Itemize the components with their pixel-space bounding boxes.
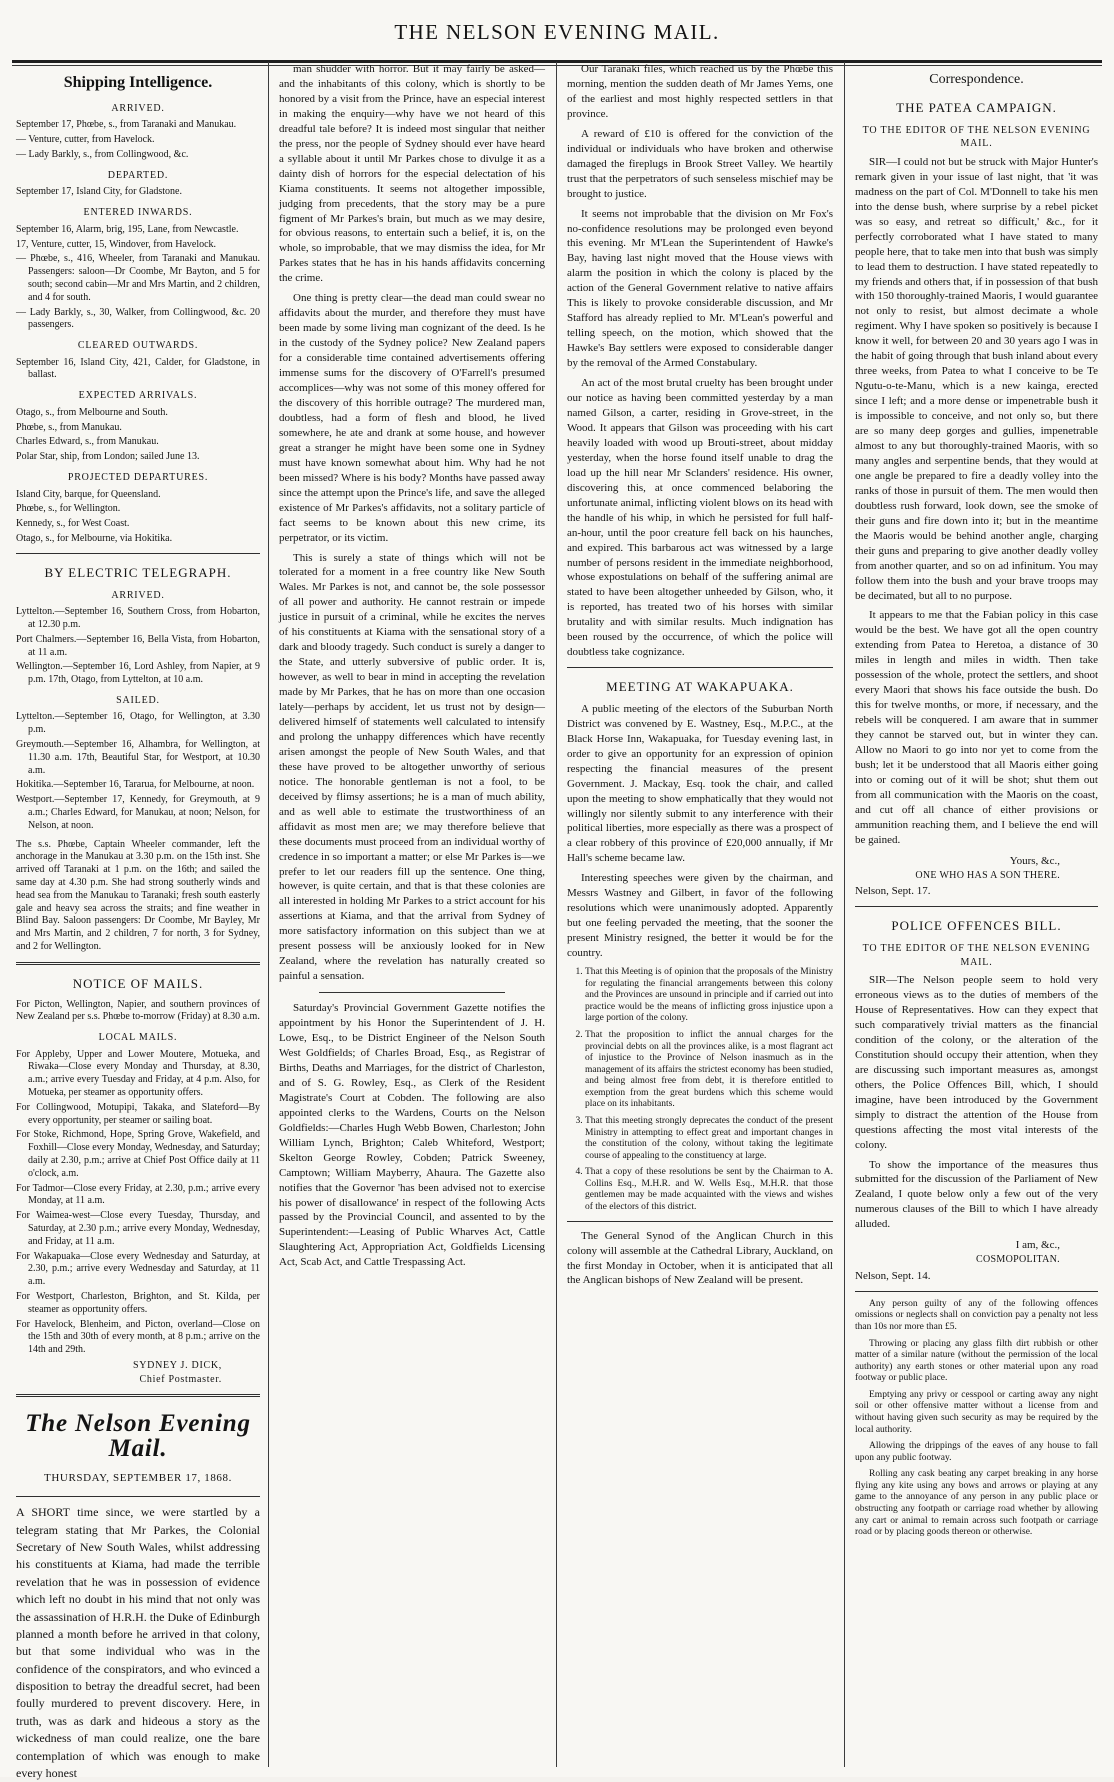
- police-offences-title: POLICE OFFENCES BILL.: [891, 918, 1062, 934]
- editorial-paragraph: This is surely a state of things which will not be tolerated for a moment in a free country like New South Wales. Mr Parkes is not, and cannot be, the sole possessor of all power and authority. He cannot restrain or impede justice in pursuit of a criminal, while he excites the nerves of his constituents at Kiama with the sensational story of a dark and bloody tragedy. Such conduct is surely a danger to the State, and utterly subversive of public order. It is, however, as well to bear in mind in accepting the revelation made by Mr Parkes, that he has on more than one occasion lately—perhaps by accident, let us trust not by design—delivered himself of statements well calculated to intensify and prolong the unhappy differences which have recently arisen amongst the people of New South Wales, and that these have proved to be altogether unworthy of serious notice. The honorable gentleman is not a fool, to be deceived by flimsy assertions; he is a man of much ability, and as well able to estimate the trustworthiness of an affidavit as most men are; we may therefore believe that these documents must proceed from an individual worthy of credence in so important a matter; or else Mr Parkes is—we prefer to let our readers fill up the sentence. One thing, however, is quite certain, and that is that these colonies are all interested in holding Mr Parkes to a strict account for his assertions at Kiama, and that the arrival from Sydney of more satisfactory information on this subject than we at present possess will be anxiously looked for in New Zealand, where the revelation has naturally created so painful a sensation.: [279, 551, 545, 983]
- electric-sailed-item: Westport.—September 17, Kennedy, for Greymouth, at 9 a.m.; Charles Edward, for Manukau, at noon; Nelson, for Nelson, at noon.: [16, 794, 260, 831]
- arrived-item: — Lady Barkly, s., from Collingwood, &c.: [16, 148, 189, 160]
- paper-title: The Nelson Evening Mail.: [25, 1410, 251, 1463]
- news-paragraph: An act of the most brutal cruelty has been brought under our notice as having been committed yesterday by a man named Gilson, a carter, residing in Grove-street, in the Wood. It appears that Gilson was proceeding with his cart heavily loaded with wood up Brouti-street, about midday yesterday, when the horse found itself unable to drag the load up the hill near Mr Sclanders' residence. His owner, discovering this, at once commenced belaboring the unfortunate animal, inflicting violent blows on its head with the handle of his whip, in which he persisted for full half-an-hour, until the poor creature fell back on his haunches, and expired. This barbarous act was witnessed by a large number of persons resident in the immediate neighborhood, whose expostulations on behalf of the suffering animal are stated to have been altogether unheeded by Gilson, who, it is reported, has treated two of his horses with similar brutality and with similar results. Much indignation has been roused by the occurrence, of which the police will doubtless take cognizance.: [567, 377, 833, 659]
- steamer-paragraph: The s.s. Phœbe, Captain Wheeler commander, left the anchorage in the Manukau at 3.30 p.m. on the 15th inst. She arrived off Taranaki at 1 p.m. on the 16th; and sailed the same day at 4.30 p.m. She had strong southerly winds and head sea from the Manukau to Taranaki; fresh south easterly gale and heavy sea across the straits; and fine weather in Blind Bay. Saloon passengers: Dr Coombe, Mr Bayley, Mr and Mrs Martin, and 2 children, 7 for north, 3 for Sydney, and 2 for Wellington.: [16, 838, 260, 953]
- arrived-item: September 17, Phœbe, s., from Taranaki and Manukau.: [16, 119, 237, 131]
- synod-paragraph: The General Synod of the Anglican Church in this colony will assemble at the Cathedral Library, Auckland, on the first Monday in October, when it is anticipated that all the Anglican bishops of New Zealand will be present.: [567, 1229, 833, 1287]
- lead-divider: [16, 1496, 260, 1497]
- electric-arrived-item: Port Chalmers.—September 16, Bella Vista, from Hobarton, at 11 a.m.: [16, 633, 260, 658]
- police-place-date: Nelson, Sept. 14.: [855, 1269, 931, 1282]
- news-paragraph: A reward of £10 is offered for the conviction of the individual or individuals who have broken and otherwise damaged the fireplugs in Brook Street Valley. We heartily trust that the perpetrators of such senseless mischief may be brought to justice.: [567, 127, 833, 200]
- electric-arrived-item: Lyttelton.—September 16, Southern Cross, from Hobarton, at 12.30 p.m.: [16, 606, 260, 630]
- entered-item: 17, Venture, cutter, 15, Windover, from Havelock.: [16, 238, 217, 250]
- resolution-item: 3. That this meeting strongly deprecates the conduct of the present Ministry in attempting to effect great and important changes in the constitution of the colony, without taking the legitimate course of appealing to the constituency at large.: [585, 1116, 833, 1162]
- electric-sailed-item: Lyttelton.—September 16, Otago, for Wellington, at 3.30 p.m.: [16, 711, 260, 736]
- news-paragraph: Our Taranaki files, which reached us by the Phœbe this morning, mention the sudden death of Mr James Yems, one of the earliest and most highly respected settlers in that province.: [567, 63, 833, 120]
- resolution-item: 4. That a copy of these resolutions be sent by the Chairman to A. Collins Esq., M.H.R. and W. Wells Esq., M.H.R. that those gentlemen may be made acquainted with the views and wishes of the electors of this district.: [585, 1167, 833, 1213]
- expected-item: Otago, s., from Melbourne and South.: [16, 406, 168, 418]
- patea-paragraph: It appears to me that the Fabian policy in this case would be the best. We have got all the open country extending from Patea to Heretoa, a distance of 30 miles in length and miles in width. Then take possession of the whole, protect the settlers, and shoot every Maori that shows his face outside the bush. Do this for twelve months, or more, if necessary, and the rebels will be conquered. I am aware that in summer they cannot be starved out, but in winter they can. Allow no Maori to go into nor yet to come from the bush; let it be understood that all Maoris either going into or coming out of it will be shot; shut them out from all communication with the Maoris on the coast, and cut off all chance of either provisions or ammunition reaching them, and I believe the end will be gained.: [855, 609, 1098, 846]
- arrived-item: — Venture, cutter, from Havelock.: [16, 134, 155, 146]
- projected-list: [16, 489, 260, 546]
- postmaster-title: Chief Postmaster.: [139, 1373, 222, 1385]
- cleared-outwards-label: CLEARED OUTWARDS.: [77, 340, 199, 352]
- local-mail-item: For Havelock, Blenheim, and Picton, overland—Close on the 15th and 30th of every month, at 8 p.m.; arrive on the 14th and 29th.: [16, 1318, 260, 1356]
- column-divider-3: [844, 62, 845, 1767]
- entered-item: — Lady Barkly, s., 30, Walker, from Collingwood, &c. 20 passengers.: [16, 306, 260, 331]
- expected-item: Charles Edward, s., from Manukau.: [16, 436, 159, 448]
- arrived-list: [16, 119, 260, 161]
- local-mails-list: [16, 1049, 260, 1357]
- patea-place-date: Nelson, Sept. 17.: [855, 885, 931, 898]
- meeting-paragraph: A public meeting of the electors of the Suburban North District was convened by E. Wastney, Esq., M.P.C., at the Black Horse Inn, Wakapuaka, for Tuesday evening last, in order to give an opportunity for an expression of opinion respecting the financial measures of the present Government. J. Mackay, Esq. took the chair, and called upon the meeting to show emphatically that they would not willingly nor silently submit to any interference with their political liberties, more especially as there was a prospect of a clear robbery of this province of £20,000 annually, if Mr Hall's scheme became law.: [567, 702, 833, 865]
- paper-date: THURSDAY, SEPTEMBER 17, 1868.: [44, 1472, 232, 1485]
- patea-campaign-to-editor: TO THE EDITOR OF THE NELSON EVENING MAIL.: [862, 124, 1091, 150]
- projected-item: Phœbe, s., for Wellington.: [16, 503, 121, 515]
- clauses-divider: [855, 1291, 1098, 1292]
- local-mail-item: For Waimea-west—Close every Tuesday, Thursday, and Saturday, at 2.30 p.m.; arrive every Monday, Wednesday, and Friday, at 11 a.m.: [16, 1210, 260, 1247]
- local-mail-item: For Tadmor—Close every Friday, at 2.30, p.m.; arrive every Monday, at 11 a.m.: [16, 1182, 260, 1207]
- police-to-editor: TO THE EDITOR OF THE NELSON EVENING MAIL.: [862, 942, 1091, 968]
- patea-campaign-title: THE PATEA CAMPAIGN.: [896, 100, 1057, 116]
- meeting-divider: [567, 667, 833, 668]
- paper-title-divider: [16, 1394, 260, 1397]
- patea-signoff: Yours, &c.,: [1009, 854, 1060, 867]
- electric-sailed-list: [16, 711, 260, 832]
- projected-item: Kennedy, s., for West Coast.: [16, 518, 130, 530]
- notice-of-mails-title: NOTICE OF MAILS.: [72, 975, 204, 991]
- local-mail-item: For Westport, Charleston, Brighton, and St. Kilda, per steamer as opportunity offers.: [16, 1291, 260, 1315]
- masthead-title: THE NELSON EVENING MAIL.: [394, 20, 720, 44]
- left-column: [16, 62, 260, 1781]
- gazette-divider: [319, 992, 505, 993]
- electric-telegraph-label: BY ELECTRIC TELEGRAPH.: [44, 564, 232, 580]
- projected-item: Otago, s., for Melbourne, via Hokitika.: [16, 533, 173, 545]
- patea-paragraph: SIR—I could not but be struck with Major Hunter's remark given in your issue of last night, that 'it was madness on the part of Col. M'Donnell to take his men into the dense bush, where surprise by a rebel picket was so easy, and retreat so difficult,' &c., for it perfectly corroborated what I have stated to many people here, that to take men into that bush was simply to lead them to destruction. I have stated repeatedly to my friends and others that, if in possession of that bush with 150 thoroughly-trained Maoris, I would guarantee not only to resist, but almost decimate a whole regiment. Why I have spoken so positively is because I know it well, for between 20 and 30 years ago I was in the habit of going through that bush inland about every three weeks, from Patea to what I conceive to be Te Ngutu-o-te-Manu, which is a new kainga, erected since I left; and a more dense or impenetrable bush it is impossible to conceive, and not only so, but there are so many deep gorges and gullies, impenetrable almost to any but thoroughly-trained Maoris, with so many angles and serpentine bends, that they would at one angle be prepared to fire a deadly volley into the ranks of those in pursuit of them. The men would then doubtless rush forward, look down, see the smoke of their guns and fire down into it; but in the meantime the Maoris would be behind another angle, charging their guns and preparing to give another deadly volley from another quarter, and so on ad infinitum. You may follow them into the bush and your brave troops may be decimated, but all to no purpose.: [855, 155, 1098, 602]
- police-divider: [855, 906, 1098, 907]
- electric-arrived-list: [16, 606, 260, 687]
- correspondence-title: Correspondence.: [929, 72, 1024, 87]
- electric-sailed-item: Greymouth.—September 16, Alhambra, for Wellington, at 11.30 a.m. 17th, Beautiful Star, for Westport, at 10.30 a.m.: [16, 739, 260, 776]
- entered-item: September 16, Alarm, brig, 195, Lane, from Newcastle.: [16, 223, 239, 235]
- police-clause: Emptying any privy or cesspool or carting away any night soil or other offensive matter without a license from and without having given such security as may be required by the local authority.: [855, 1389, 1098, 1435]
- arrived-label: ARRIVED.: [111, 102, 165, 114]
- departed-label: DEPARTED.: [107, 169, 169, 181]
- postmaster-name: SYDNEY J. DICK,: [132, 1360, 222, 1372]
- masthead: [12, 10, 1102, 68]
- cleared-list: [16, 357, 260, 383]
- police-clause: Allowing the drippings of the eaves of any house to fall upon any public footway.: [855, 1441, 1098, 1463]
- entered-list: [16, 224, 260, 332]
- electric-arrived-item: Wellington.—September 16, Lord Ashley, from Napier, at 9 p.m. 17th, Otago, from Lyttelton, at 10 a.m.: [16, 661, 260, 686]
- electric-sailed-item: Hokitika.—September 16, Tararua, for Melbourne, at noon.: [16, 779, 255, 791]
- column-2: [279, 62, 545, 1767]
- news-paragraph: It seems not improbable that the division on Mr Fox's no-confidence resolutions may be prolonged even beyond this evening. Mr M'Lean the Superintendent of Hawke's Bay, having last night moved that the House views with alarm the position in which the colony is placed by the action of the General Government relative to native affairs This is likely to provoke considerable discussion, and Mr Stafford has already replied to Mr. M'Lean's powerful and telling speech, on the motion, which showed that the Hawke's Bay settlers were exposed to considerable danger by the removal of the Armed Constabulary.: [567, 207, 833, 370]
- column-3: [567, 62, 833, 1767]
- lead-paragraph: A SHORT time since, we were startled by a telegram stating that Mr Parkes, the Colonial Secretary of New South Wales, whilst addressing his constituents at Kiama, had made the terrible revelation that he was in possession of evidence which left no doubt in his mind that not only was the assassination of H.R.H. the Duke of Edinburgh planned a month before he arrived in that colony, but that some individual who was in the confidence of the conspirators, and who evinced a disposition to betray the dreadful secret, had been foully murdered to prevent discovery. Here, in truth, was as dark and hideous a story as the wickedness of man could realize, one the bare contemplation of which was enough to make every honest: [16, 1505, 260, 1781]
- police-paragraph: SIR—The Nelson people seem to hold very erroneous views as to the duties of members of the House of Representatives. How can they expect that such comparatively trivial matters as the financial condition of the colony, or the alteration of the Constitution should occupy their attention, when they are discussing such important measures as, amongst others, the Police Offences Bill, which, I should imagine, have been introduced by the Government simply to distract the attention of the House from questions affecting the most vital interests of the colony.: [855, 974, 1098, 1151]
- local-mail-item: For Collingwood, Motupipi, Takaka, and Slateford—By every opportunity, per steamer or sailing boat.: [16, 1101, 260, 1126]
- entered-inwards-label: ENTERED INWARDS.: [83, 207, 193, 219]
- gazette-paragraph: Saturday's Provincial Government Gazette notifies the appointment by his Honor the Superintendent of J. H. Lowe, Esq., to be District Engineer of the Nelson South West Goldfields; of Charles Broad, Esq., as Registrar of Births, Deaths and Marriages, for the district of Charleston, and of S. G. Rowley, Esq., as Clerk of the Resident Magistrate's Court at Cobden. The following are also appointed clerks to the Wardens, Courts on the Nelson Goldfields:—Charles Hugh Webb Bowen, Charleston; John William Lynch, Brighton; Caleb Whiteford, Westport; Skelton George Rowley, Cobden; Patrick Sweeney, Camptown; William Mayberry, Ahaura. The Gazette also notifies that the Governor 'has been advised not to exercise his power of disallowance' in respect of the following Acts passed by the Provincial Council, and assented to by the Superintendent:—Leasing of Public Wharves Act, Cattle Slaughtering Act, Appropriation Act, Goldfields Licensing Act, Scab Act, and Cattle Trespassing Act.: [279, 1002, 545, 1269]
- column-divider-1: [268, 62, 269, 1767]
- local-mails-label: LOCAL MAILS.: [98, 1032, 178, 1044]
- resolution-item: 1. That this Meeting is of opinion that the proposals of the Ministry for regulating the financial arrangements between this colony and the Provinces are unsound in principle and if carried out into practice would be the means of inflicting gross injustice upon a large portion of the colony.: [585, 967, 833, 1025]
- police-clauses: [855, 1299, 1098, 1539]
- expected-list: [16, 407, 260, 464]
- shipping-title: Shipping Intelligence.: [63, 74, 213, 91]
- meeting-title: MEETING AT WAKAPUAKA.: [606, 679, 794, 695]
- police-clause: Rolling any cask beating any carpet breaking in any horse flying any kite using any bows and arrows or playing at any game to the annoyance of any person in any public place or obstructing any footpath or carriage road whether by allowing any cart or animal to remain across such footpath or carriage road or by placing goods thereon or otherwise.: [855, 1469, 1098, 1538]
- departed-list: [16, 186, 260, 199]
- entered-item: — Phœbe, s., 416, Wheeler, from Taranaki and Manukau. Passengers: saloon—Dr Coombe, Mr Bayton, and 5 for south; second cabin—Mr and Mrs Martin, and 2 children, and 4 for south.: [16, 253, 260, 303]
- resolution-item: 2. That the proposition to inflict the annual charges for the provincial debts on all the provinces alike, is a most flagrant act of injustice to the Province of Nelson inasmuch as in the management of its affairs the strictest economy has been studied, and being almost free from debt, it is therefore entitled to exemption from the great burdens which this scheme would place on its inhabitants.: [585, 1030, 833, 1111]
- resolutions-list: [567, 967, 833, 1214]
- expected-item: Polar Star, ship, from London; sailed June 13.: [16, 451, 200, 463]
- police-paragraph: To show the importance of the measures thus submitted for the discussion of the Parliament of New Zealand, I quote below only a few out of the very numerous clauses of the Bill to which I have already alluded.: [855, 1158, 1098, 1231]
- electric-arrived-label: ARRIVED.: [111, 589, 165, 601]
- electric-sailed-label: SAILED.: [116, 694, 160, 706]
- right-column: [855, 62, 1098, 1767]
- projected-item: Island City, barque, for Queensland.: [16, 488, 161, 500]
- police-signature: COSMOPOLITAN.: [976, 1254, 1060, 1266]
- column-divider-2: [556, 62, 557, 1767]
- shipping-divider: [16, 553, 260, 554]
- departed-item: September 17, Island City, for Gladstone.: [16, 186, 182, 198]
- police-signoff: I am, &c.,: [1015, 1239, 1060, 1252]
- police-clause: Any person guilty of any of the following offences omissions or neglects shall on conviction pay a penalty not less than 10s nor more than £5.: [855, 1298, 1098, 1332]
- local-mail-item: For Appleby, Upper and Lower Moutere, Motueka, and Riwaka—Close every Monday and Thursday, at 8.30, a.m.; arrive every Tuesday and Friday, at 4 p.m. Also, for Motueka, per steamer as opportunity offers.: [16, 1048, 260, 1099]
- notice-intro: For Picton, Wellington, Napier, and southern provinces of New Zealand per s.s. Phœbe to-morrow (Friday) at 8.30 a.m.: [16, 998, 260, 1023]
- expected-arrivals-label: EXPECTED ARRIVALS.: [78, 390, 198, 402]
- local-mail-item: For Stoke, Richmond, Hope, Spring Grove, Wakefield, and Foxhill—Close every Monday, Wednesday, and Saturday; daily at 2.30, p.m.; arrive at Chief Post Office daily at 11 o'clock, a.m.: [16, 1129, 260, 1179]
- editorial-paragraph: man shudder with horror. But it may fairly be asked—and the inhabitants of this colony, which is shortly to be honored by a visit from the Prince, have an especial interest in making the enquiry—why have we not heard of this dreadful tale before? It is indeed most singular that neither the press, nor the people of Sydney should ever have heard a syllable about it until Mr Parkes chose to divulge it as a dainty dish of horrors for the especial delectation of his Kiama constituents. It seems not altogether impossible, judging from precedents, that the story may be a pure figment of Mr Parkes's brain, but much as we may desire, for obvious reasons, to entertain such a belief, it is, on the whole, so improbable, that we may dismiss the idea, for Mr Parkes states that he has in his hands affidavits concerning the crime.: [279, 63, 545, 285]
- meeting-paragraph: Interesting speeches were given by the chairman, and Messrs Wastney and Gilbert, in favor of the following resolutions which were unanimously adopted. Apparently but one feeling pervaded the meeting, that the sooner the present Ministry resigned, the better it would be for the country.: [567, 872, 833, 960]
- projected-departures-label: PROJECTED DEPARTURES.: [67, 472, 209, 484]
- editorial-paragraph: One thing is pretty clear—the dead man could swear no affidavits about the murder, and therefore they must have been made by some living man cognizant of the deed. Is he in the custody of the Sydney police? New Zealand papers for a considerable time contained advertisements offering immense sums for the discovery of O'Farrell's presumed accomplices—why was not some of this money offered for the discovery of this horrible outrage? The murdered man, doubtless, had a form of flesh and blood, he lived somewhere, he ate and drank at some house, and however great a stranger he might have been some one in Sydney must have known somewhat about him. Why had he not been missed? Where is his body? Months have passed away since the attempt upon the Prince's life, and save the alleged existence of Mr Parkes's affidavits, not a solitary particle of fact seems to be known about this new crime, its perpetrator, or its victim.: [279, 292, 545, 544]
- police-clause: Throwing or placing any glass filth dirt rubbish or other matter of a similar nature (without the permission of the local authority) any earth stones or other material upon any road footway or public place.: [855, 1338, 1098, 1384]
- notice-divider: [16, 962, 260, 965]
- synod-divider: [567, 1221, 833, 1222]
- cleared-item: September 16, Island City, 421, Calder, for Gladstone, in ballast.: [16, 356, 260, 381]
- local-mail-item: For Wakapuaka—Close every Wednesday and Saturday, at 2.30, p.m.; arrive every Wednesday and Saturday, at 11 a.m.: [16, 1250, 260, 1288]
- patea-signature: ONE WHO HAS A SON THERE.: [915, 869, 1060, 881]
- expected-item: Phœbe, s., from Manukau.: [16, 421, 122, 433]
